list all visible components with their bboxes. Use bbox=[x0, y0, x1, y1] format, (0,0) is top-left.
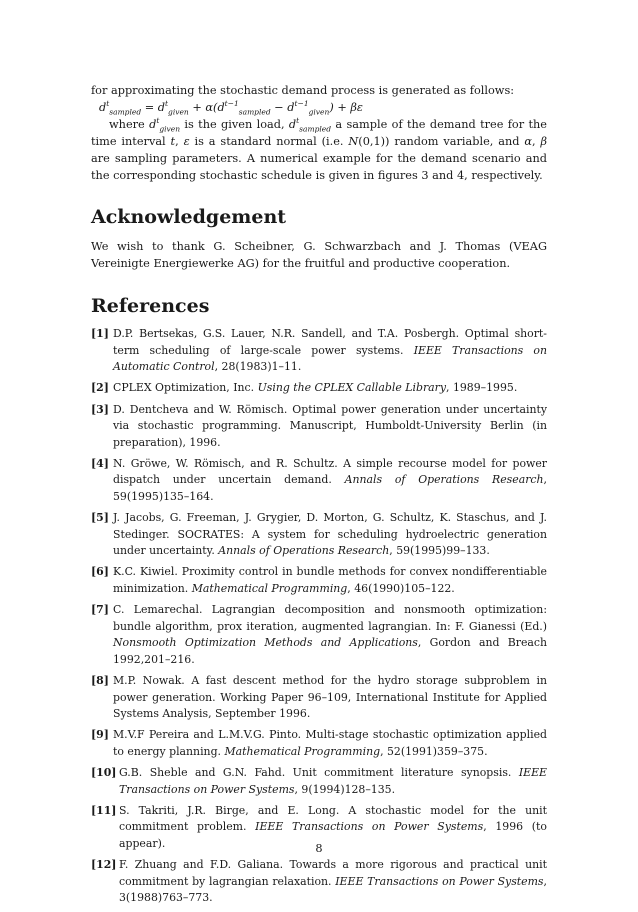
reference-source: IEEE Transactions on Power Systems bbox=[119, 766, 547, 796]
reference-number: [5] bbox=[91, 511, 109, 525]
reference-item bbox=[91, 673, 547, 723]
page-content bbox=[91, 82, 547, 912]
reference-number: [10] bbox=[91, 766, 117, 780]
reference-details: , 1996 (to appear). bbox=[119, 820, 547, 850]
reference-text: M.V.F Pereira and L.M.V.G. Pinto. Multi-stage stochastic optimization applied to energy planning. bbox=[113, 728, 547, 758]
reference-source: Using the CPLEX Callable Library bbox=[257, 381, 447, 395]
reference-source: Mathematical Programming bbox=[191, 581, 348, 595]
reference-details: , 59(1995)135–164. bbox=[113, 473, 547, 503]
references-heading: References bbox=[91, 295, 210, 317]
reference-number: [11] bbox=[91, 803, 117, 817]
reference-details: , 28(1983)1–11. bbox=[214, 360, 302, 373]
reference-details: , 1989–1995. bbox=[446, 381, 518, 395]
reference-item bbox=[91, 456, 547, 506]
reference-text: J. Jacobs, G. Freeman, J. Grygier, D. Morton, G. Schultz, K. Staschus, and J. Stedinger. SOCRATES: A system for scheduling hydroelectric generation under uncertainty. bbox=[113, 511, 547, 558]
reference-source: IEEE Transactions on Power Systems bbox=[335, 874, 544, 888]
reference-details: , 46(1990)105–122. bbox=[347, 581, 455, 595]
sampling-equation: $d^t_{sampled} = d^t_{given} + \alpha(d^{t-1}_{sampled} - d^{t-1}_{given}) + \beta\varepsilon$ bbox=[99, 99, 363, 117]
reference-text: M.P. Nowak. A fast descent method for the hydro storage subproblem in power generation. Working Paper 96–109, International Institute for Applied Systems Analysis, September 1996. bbox=[113, 674, 547, 721]
reference-source: Annals of Operations Research bbox=[218, 544, 390, 558]
reference-number: [8] bbox=[91, 674, 109, 688]
reference-text: K.C. Kiwiel. Proximity control in bundle methods for convex nondifferentiable minimization. bbox=[113, 565, 547, 595]
reference-number: [12] bbox=[91, 858, 117, 872]
reference-text: S. Takriti, J.R. Birge, and E. Long. A stochastic model for the unit commitment problem. bbox=[119, 803, 547, 834]
reference-text: CPLEX Optimization, Inc. bbox=[113, 381, 258, 395]
reference-source: Annals of Operations Research bbox=[344, 473, 544, 487]
reference-number: [2] bbox=[91, 381, 109, 395]
reference-item bbox=[91, 510, 547, 560]
reference-source: Mathematical Programming bbox=[224, 744, 381, 758]
reference-item bbox=[91, 402, 547, 452]
reference-item bbox=[91, 326, 547, 376]
intro-line: for approximating the stochastic demand process is generated as follows: bbox=[91, 84, 515, 97]
reference-item bbox=[91, 765, 547, 798]
reference-number: [4] bbox=[91, 456, 109, 470]
reference-number: [3] bbox=[91, 402, 109, 416]
reference-details: , 52(1991)359–375. bbox=[380, 744, 488, 758]
reference-text: N. Gröwe, W. Römisch, and R. Schultz. A simple recourse model for power dispatch under uncertain demand. bbox=[113, 456, 547, 487]
reference-number: [1] bbox=[91, 327, 109, 340]
reference-text: D. Dentcheva and W. Römisch. Optimal power generation under uncertainty via stochastic programming. Manuscript, Humboldt-University Berlin (in preparation), 1996. bbox=[113, 402, 547, 449]
reference-details: , 9(1994)128–135. bbox=[294, 782, 396, 796]
reference-source: Nonsmooth Optimization Methods and Applications bbox=[113, 636, 418, 650]
reference-item bbox=[91, 380, 547, 397]
reference-list bbox=[91, 326, 547, 907]
reference-number: [7] bbox=[91, 603, 109, 617]
reference-text: D.P. Bertsekas, G.S. Lauer, N.R. Sandell, and T.A. Posbergh. Optimal short-term scheduling of large-scale power systems. bbox=[113, 327, 547, 357]
acknowledgement-heading: Acknowledgement bbox=[91, 206, 287, 228]
reference-details: , 3(1988)763–773. bbox=[119, 874, 547, 905]
reference-source: IEEE Transactions on Automatic Control bbox=[113, 343, 547, 373]
reference-text: G.B. Sheble and G.N. Fahd. Unit commitment literature synopsis. bbox=[119, 766, 519, 780]
reference-text: C. Lemarechal. Lagrangian decomposition and nonsmooth optimization: bundle algorithm, prox iteration, augmented lagrangian. In: F. Gianessi (Ed.) bbox=[113, 603, 547, 633]
reference-details: , Gordon and Breach 1992,201–216. bbox=[113, 636, 547, 666]
reference-number: [9] bbox=[91, 728, 109, 742]
page-number: 8 bbox=[315, 842, 323, 855]
reference-number: [6] bbox=[91, 565, 109, 579]
where-paragraph: where $d^t_{given}$ is the given load, $d^t_{sampled}$ a sample of the demand tree for the time interval t, ε is a standard normal (i.e. N(0,1)) random variable, and α, β are sampling parameters. A numerical example for the demand scenario and the corresponding stochastic schedule is given in figures 3 and 4, respectively. bbox=[91, 116, 547, 182]
reference-source: IEEE Transactions on Power Systems bbox=[255, 820, 484, 834]
reference-item bbox=[91, 857, 547, 907]
reference-item bbox=[91, 602, 547, 668]
reference-item bbox=[91, 727, 547, 760]
reference-item bbox=[91, 564, 547, 597]
acknowledgement-text: We wish to thank G. Scheibner, G. Schwarzbach and J. Thomas (VEAG Vereinigte Energiewerke AG) for the fruitful and productive cooperation. bbox=[91, 240, 547, 270]
reference-details: , 59(1995)99–133. bbox=[389, 544, 490, 558]
reference-text: F. Zhuang and F.D. Galiana. Towards a more rigorous and practical unit commitment by lagrangian relaxation. bbox=[119, 858, 547, 888]
